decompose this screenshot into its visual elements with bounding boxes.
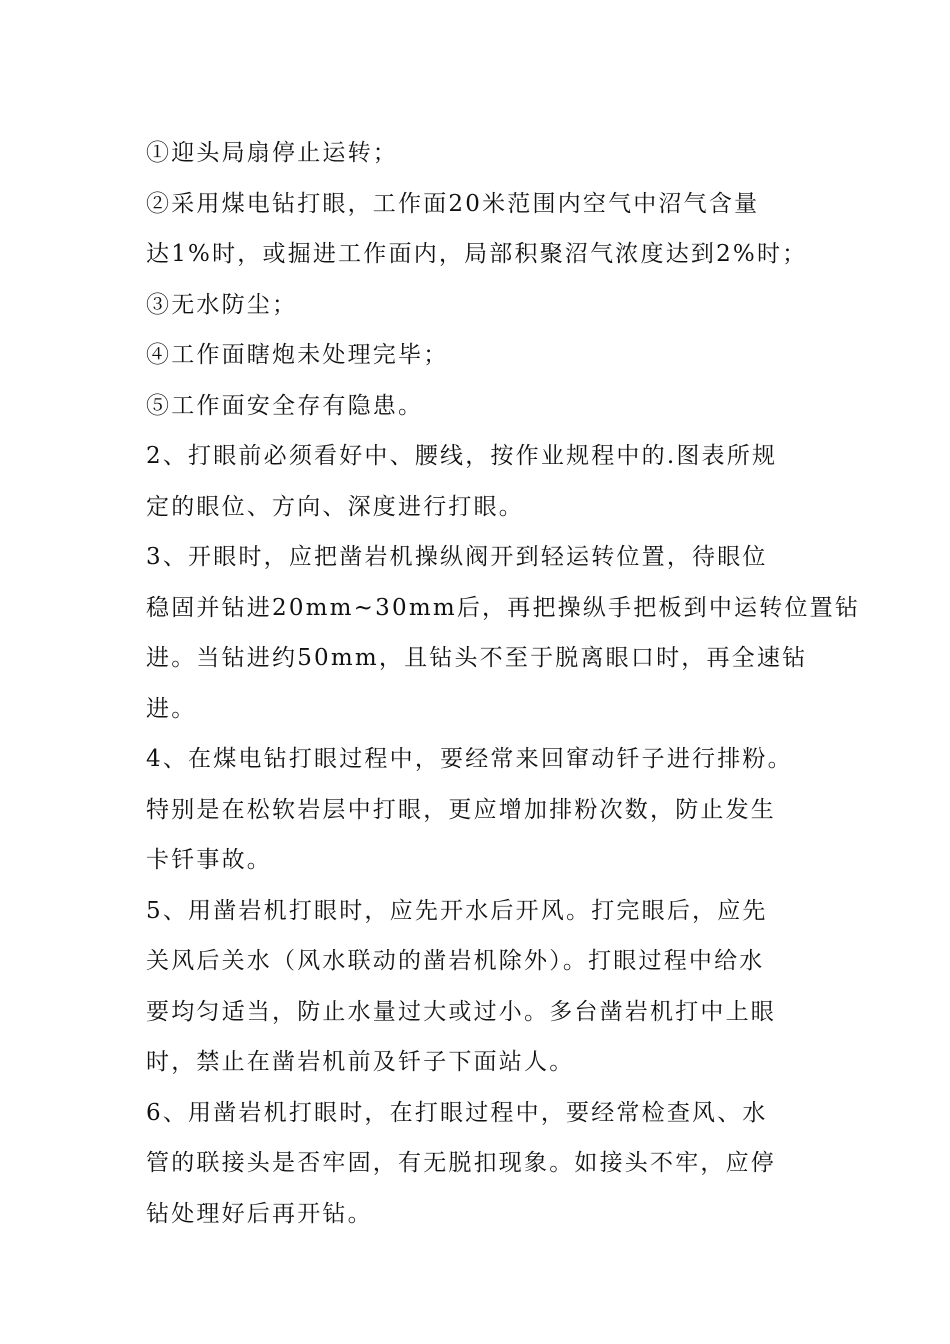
text-line: 4、在煤电钻打眼过程中，要经常来回窜动钎子进行排粉。 <box>146 746 793 772</box>
text-line: 6、用凿岩机打眼时，在打眼过程中，要经常检查风、水 <box>146 1099 768 1126</box>
text-line: 进。当钻进约50mm，且钻头不至于脱离眼口时，再全速钻 <box>146 645 808 671</box>
text-line: 5、用凿岩机打眼时，应先开水后开风。打完眼后，应先 <box>146 897 768 924</box>
text-line: ④工作面瞎炮未处理完毕； <box>146 342 449 368</box>
text-line: 进。 <box>146 695 197 722</box>
text-line: 2、打眼前必须看好中、腰线，按作业规程中的.图表所规 <box>146 443 778 469</box>
text-line: ③无水防尘； <box>146 291 298 318</box>
text-line: 定的眼位、方向、深度进行打眼。 <box>146 493 524 520</box>
text-line: 要均匀适当，防止水量过大或过小。多台凿岩机打中上眼 <box>146 998 776 1025</box>
text-line: ①迎头局扇停止运转； <box>146 140 398 166</box>
text-line: 特别是在松软岩层中打眼，更应增加排粉次数，防止发生 <box>146 796 776 823</box>
text-line: 关风后关水（风水联动的凿岩机除外）。打眼过程中给水 <box>146 948 765 974</box>
text-line: ⑤工作面安全存有隐患。 <box>146 392 424 419</box>
text-line: 钻处理好后再开钻。 <box>146 1200 373 1227</box>
text-line: 达1%时，或掘进工作面内，局部积聚沼气浓度达到2%时； <box>146 241 808 267</box>
text-line: 管的联接头是否牢固，有无脱扣现象。如接头不牢，应停 <box>146 1150 776 1176</box>
text-line: 时，禁止在凿岩机前及钎子下面站人。 <box>146 1049 575 1075</box>
text-line: 3、开眼时，应把凿岩机操纵阀开到轻运转位置，待眼位 <box>146 544 768 570</box>
document-body <box>146 128 861 1239</box>
text-line: 卡钎事故。 <box>146 847 272 873</box>
text-line: 稳固并钻进20mm~30mm后，再把操纵手把板到中运转位置钻 <box>146 594 861 621</box>
text-line: ②采用煤电钻打眼，工作面20米范围内空气中沼气含量 <box>146 190 760 217</box>
